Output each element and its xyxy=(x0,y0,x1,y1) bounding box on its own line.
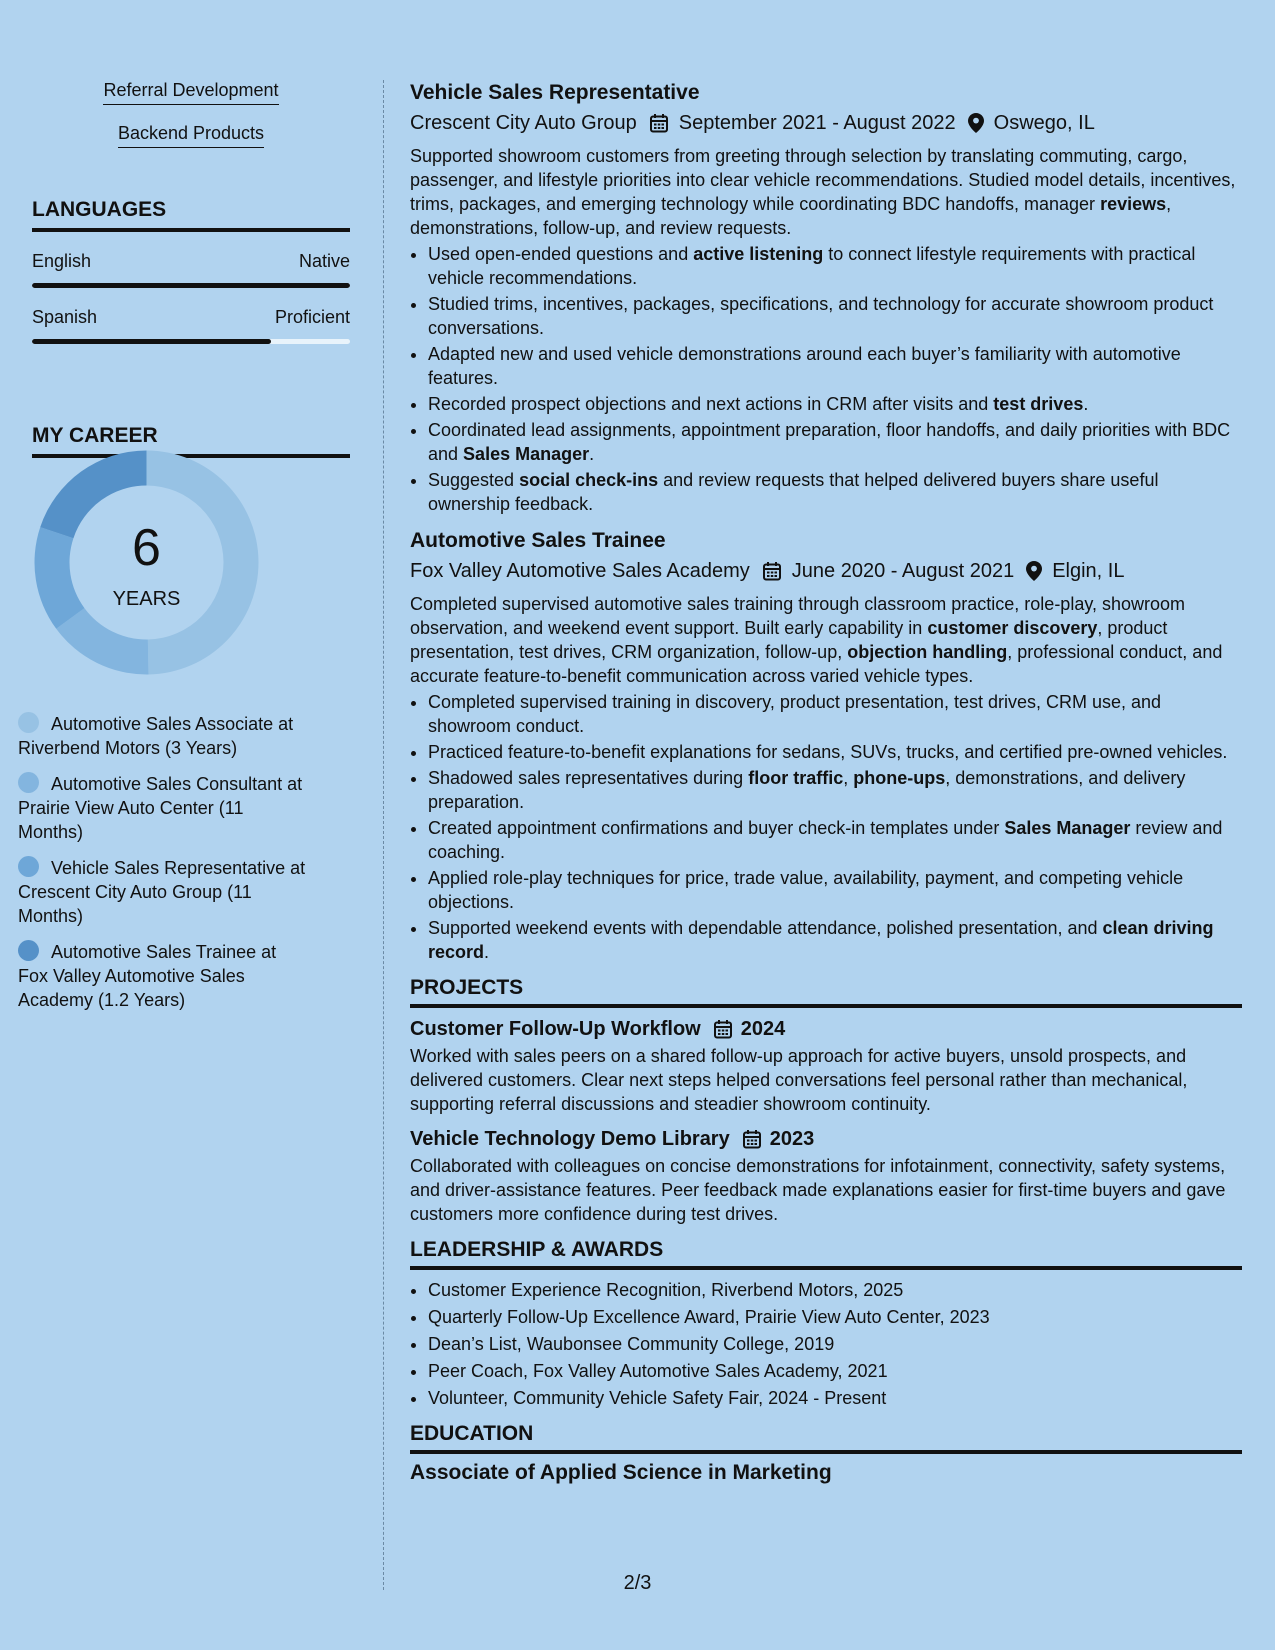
career-legend-item xyxy=(18,772,308,844)
language-row xyxy=(32,307,350,328)
award-item: • Volunteer, Community Vehicle Safety Fair, 2024 - Present xyxy=(428,1386,1242,1410)
awards-list xyxy=(410,1278,1242,1410)
job-bullet xyxy=(428,292,1242,340)
legend-color-dot xyxy=(18,856,39,877)
text-run: Suggested xyxy=(428,470,520,490)
language-name: English xyxy=(32,251,92,271)
donut-center xyxy=(34,450,259,675)
career-legend-item xyxy=(18,940,308,1012)
text-run: to connect lifestyle requirements with practical vehicle recommendations. xyxy=(428,244,1196,288)
job-dates: September 2021 - August 2022 xyxy=(678,112,956,134)
job-company: Fox Valley Automotive Sales Academy xyxy=(410,560,750,582)
language-proficiency-bar xyxy=(32,339,350,344)
bold-text: phone-ups xyxy=(853,768,946,788)
text-run: Completed supervised training in discovery, product presentation, test drives, CRM use, and showroom conduct. xyxy=(428,692,1162,736)
language-proficiency-fill xyxy=(32,339,271,344)
education-heading: EDUCATION xyxy=(410,1422,1242,1454)
project-year: 2024 xyxy=(740,1018,786,1040)
bold-text: test drives xyxy=(993,394,1084,414)
project-entry xyxy=(410,1016,1242,1116)
job-bullet xyxy=(428,916,1242,964)
career-legend-label: Automotive Sales Consultant at Prairie View Auto Center (11 Months) xyxy=(18,774,303,842)
text-run: review and coaching. xyxy=(428,818,1223,862)
text-run: Applied role-play techniques for price, trade value, availability, payment, and competing vehicle objections. xyxy=(428,868,1184,912)
calendar-icon xyxy=(649,113,669,133)
legend-color-dot xyxy=(18,940,39,961)
career-heading: MY CAREER xyxy=(32,424,350,458)
main-content xyxy=(410,80,1242,1486)
project-year: 2023 xyxy=(769,1128,815,1150)
awards-heading: LEADERSHIP & AWARDS xyxy=(410,1238,1242,1270)
text-run: Completed supervised automotive sales training through classroom practice, role-play, showroom observation, and weekend event support. Built early capability in xyxy=(410,594,1186,638)
projects-heading: PROJECTS xyxy=(410,976,1242,1008)
text-run: Shadowed sales representatives during xyxy=(428,768,749,788)
projects-list xyxy=(410,1016,1242,1226)
text-run: Recorded prospect objections and next actions in CRM after visits and xyxy=(428,394,994,414)
job-company: Crescent City Auto Group xyxy=(410,112,637,134)
page-number: 2/3 xyxy=(623,1572,652,1594)
legend-color-dot xyxy=(18,712,39,733)
job-title: Automotive Sales Trainee xyxy=(410,529,666,552)
job-location: Elgin, IL xyxy=(1052,560,1125,582)
text-run: , product presentation, test drives, CRM organization, follow-up, xyxy=(410,618,1168,662)
language-item xyxy=(32,251,350,288)
project-entry xyxy=(410,1126,1242,1226)
text-run: . xyxy=(1083,394,1089,414)
tag-list xyxy=(32,80,350,166)
project-title-row xyxy=(410,1016,1242,1042)
award-item: • Peer Coach, Fox Valley Automotive Sales Academy, 2021 xyxy=(428,1359,1242,1383)
text-run: Supported showroom customers from greeting through selection by translating commuting, cargo, passenger, and lifestyle priorities into clear vehicle recommendations. Studied model details, incentives, trims, packages, and emerging technology while coordinating BDC handoffs, manager xyxy=(410,146,1236,214)
job-bullet xyxy=(428,866,1242,914)
job-bullet xyxy=(428,342,1242,390)
award-item: • Customer Experience Recognition, Riverbend Motors, 2025 xyxy=(428,1278,1242,1302)
bold-text: floor traffic xyxy=(748,768,844,788)
language-proficiency-fill xyxy=(32,283,350,288)
job-bullet xyxy=(428,740,1242,764)
project-description: Collaborated with colleagues on concise demonstrations for infotainment, connectivity, safety systems, and driver-assistance features. Peer feedback made explanations easier for first-time buyers and gave customers more confidence during test drives. xyxy=(410,1156,1226,1224)
job-entry xyxy=(410,80,1242,516)
job-summary xyxy=(410,592,1242,688)
bold-text: objection handling xyxy=(847,642,1008,662)
text-run: , xyxy=(843,768,854,788)
award-item: • Quarterly Follow-Up Excellence Award, Prairie View Auto Center, 2023 xyxy=(428,1305,1242,1329)
job-bullets xyxy=(410,242,1242,516)
career-donut-chart xyxy=(34,450,259,675)
location-pin-icon xyxy=(968,113,984,133)
bold-text: clean driving record xyxy=(428,918,1214,962)
bold-text: social check-ins xyxy=(519,470,659,490)
career-legend-label: Automotive Sales Associate at Riverbend Motors (3 Years) xyxy=(18,714,294,758)
project-description: Worked with sales peers on a shared follow-up approach for active buyers, unsold prospects, and delivered customers. Clear next steps helped conversations feel personal rather than mechanical, supporting referral discussions and steadier showroom continuity. xyxy=(410,1046,1188,1114)
bold-text: reviews xyxy=(1100,194,1167,214)
language-level: Proficient xyxy=(274,307,350,327)
language-item xyxy=(32,307,350,344)
text-run: Used open-ended questions and xyxy=(428,244,694,264)
career-legend-label: Vehicle Sales Representative at Crescent City Auto Group (11 Months) xyxy=(18,858,306,926)
languages-list xyxy=(32,251,350,344)
calendar-icon xyxy=(762,561,782,581)
job-bullet xyxy=(428,766,1242,814)
text-run: . xyxy=(589,444,595,464)
bold-text: active listening xyxy=(693,244,824,264)
location-pin-icon xyxy=(1026,561,1042,581)
experience-list xyxy=(410,80,1242,964)
job-entry xyxy=(410,528,1242,964)
column-divider xyxy=(383,80,384,1590)
career-legend-item xyxy=(18,856,308,928)
job-bullet xyxy=(428,392,1242,416)
language-row xyxy=(32,251,350,272)
career-legend xyxy=(18,712,308,1024)
text-run: , demonstrations, follow-up, and review requests. xyxy=(410,194,1172,238)
text-run: Coordinated lead assignments, appointment preparation, floor handoffs, and daily priorities with BDC and xyxy=(428,420,1231,464)
job-meta xyxy=(410,110,1242,136)
text-run: Created appointment confirmations and buyer check-in templates under xyxy=(428,818,1005,838)
job-summary xyxy=(410,144,1242,240)
language-name: Spanish xyxy=(32,307,98,327)
sidebar xyxy=(32,80,350,458)
calendar-icon xyxy=(713,1019,733,1039)
language-proficiency-bar xyxy=(32,283,350,288)
career-legend-item xyxy=(18,712,308,760)
text-run: Studied trims, incentives, packages, specifications, and technology for accurate showroom product conversations. xyxy=(428,294,1214,338)
career-years-total: 6 xyxy=(132,519,161,577)
text-run: and review requests that helped delivered buyers share useful ownership feedback. xyxy=(428,470,1159,514)
job-meta xyxy=(410,558,1242,584)
bold-text: Sales Manager xyxy=(1004,818,1131,838)
project-title: Vehicle Technology Demo Library xyxy=(410,1128,730,1150)
text-run: Adapted new and used vehicle demonstrations around each buyer’s familiarity with automotive features. xyxy=(428,344,1181,388)
job-dates: June 2020 - August 2021 xyxy=(791,560,1015,582)
job-bullet xyxy=(428,690,1242,738)
text-run: Supported weekend events with dependable attendance, polished presentation, and xyxy=(428,918,1103,938)
tag: Backend Products xyxy=(118,123,264,148)
language-level: Native xyxy=(298,251,350,271)
text-run: , professional conduct, and accurate feature-to-benefit communication across varied vehicle types. xyxy=(410,642,1223,686)
career-years-unit: YEARS xyxy=(112,588,181,610)
text-run: . xyxy=(484,942,490,962)
job-bullet xyxy=(428,242,1242,290)
job-bullets xyxy=(410,690,1242,964)
project-title: Customer Follow-Up Workflow xyxy=(410,1018,701,1040)
job-bullet xyxy=(428,816,1242,864)
award-item: • Dean’s List, Waubonsee Community College, 2019 xyxy=(428,1332,1242,1356)
bold-text: customer discovery xyxy=(927,618,1098,638)
languages-heading: LANGUAGES xyxy=(32,198,350,232)
education-degree: Associate of Applied Science in Marketing xyxy=(410,1461,832,1484)
job-bullet xyxy=(428,418,1242,466)
career-legend-label: Automotive Sales Trainee at Fox Valley Automotive Sales Academy (1.2 Years) xyxy=(18,942,277,1010)
job-title: Vehicle Sales Representative xyxy=(410,81,700,104)
project-title-row xyxy=(410,1126,1242,1152)
tag: Referral Development xyxy=(103,80,278,105)
legend-color-dot xyxy=(18,772,39,793)
text-run: , demonstrations, and delivery preparation. xyxy=(428,768,1186,812)
bold-text: Sales Manager xyxy=(463,444,590,464)
job-location: Oswego, IL xyxy=(993,112,1095,134)
text-run: Practiced feature-to-benefit explanations for sedans, SUVs, trucks, and certified pre-owned vehicles. xyxy=(428,742,1228,762)
job-bullet xyxy=(428,468,1242,516)
calendar-icon xyxy=(742,1129,762,1149)
